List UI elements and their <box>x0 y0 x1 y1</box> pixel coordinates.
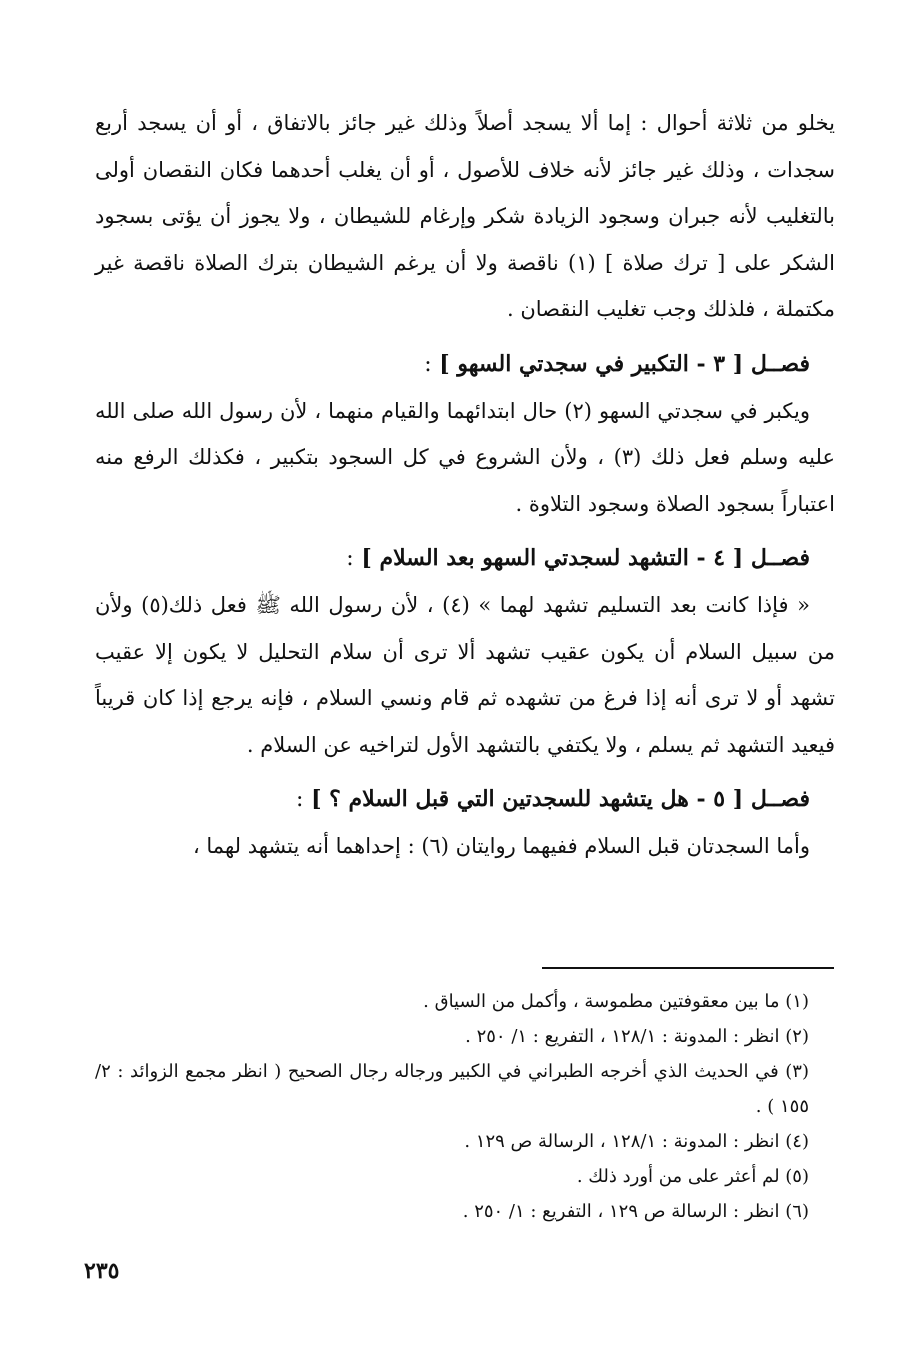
section-suffix: : <box>424 351 432 377</box>
footnote-2: (٢) انظر : المدونة : ١٢٨/١ ، التفريع : ١/ ٢٥٠ . <box>465 1026 809 1047</box>
section-heading-4 <box>95 535 835 582</box>
section-suffix: : <box>346 546 354 571</box>
footnotes <box>95 984 809 1229</box>
section-suffix: : <box>296 787 304 812</box>
section-title: [ ٤ - التشهد لسجدتي السهو بعد السلام ] <box>361 545 744 571</box>
section-heading-5 <box>95 776 835 823</box>
section-label: فصــل <box>750 786 810 812</box>
footnote-1: (١) ما بين معقوفتين مطموسة ، وأكمل من السياق . <box>423 991 809 1012</box>
paragraph-1: يخلو من ثلاثة أحوال : إما ألا يسجد أصلاً وذلك غير جائز بالاتفاق ، أو أن يسجد أربع سجدات ، وذلك غير جائز لأنه خلاف للأصول ، أو أن يغلب أحدهما فكان النقصان أولى بالتغليب لأنه جبران وسجود الزيادة شكر وإرغام للشيطان ، ولا يجوز أن يؤتى بسجود الشكر على [ ترك صلاة ] (١) ناقصة ولا أن يرغم الشيطان بترك الصلاة ناقصة غير مكتملة ، فلذلك وجب تغليب النقصان . <box>95 111 835 321</box>
paragraph-3: « فإذا كانت بعد التسليم تشهد لهما » (٤) ، لأن رسول الله ﷺ فعل ذلك(٥) ولأن من سبيل السلام أن يكون عقيب تشهد ألا ترى أن سلام التحليل لا يكون إلا عقيب تشهد أو لا ترى أنه إذا فرغ من تشهده ثم قام ونسي السلام ، فإنه يرجع إذا كان قريباً فيعيد التشهد ثم يسلم ، ولا يكتفي بالتشهد الأول لتراخيه عن السلام . <box>95 593 835 757</box>
section-label: فصــل <box>750 350 810 377</box>
section-title: [ ٣ - التكبير في سجدتي السهو ] <box>439 350 744 377</box>
section-heading-3 <box>95 341 835 388</box>
paragraph-4: وأما السجدتان قبل السلام ففيهما روايتان (٦) : إحداهما أنه يتشهد لهما ، <box>192 834 810 858</box>
page-number: ٢٣٥ <box>84 1258 120 1284</box>
section-label: فصــل <box>750 545 810 571</box>
footnote-4: (٤) انظر : المدونة : ١٢٨/١ ، الرسالة ص ١٢٩ . <box>464 1131 809 1152</box>
page-body <box>95 100 835 870</box>
footnote-5: (٥) لم أعثر على من أورد ذلك . <box>576 1166 809 1187</box>
section-title: [ ٥ - هل يتشهد للسجدتين التي قبل السلام ؟ ] <box>311 786 744 812</box>
footnote-divider <box>542 967 834 969</box>
footnote-6: (٦) انظر : الرسالة ص ١٢٩ ، التفريع : ١/ ٢٥٠ . <box>462 1201 809 1222</box>
footnote-3: (٣) في الحديث الذي أخرجه الطبراني في الكبير ورجاله رجال الصحيح ( انظر مجمع الزوائد : ٢/ ١٥٥ ) . <box>95 1061 809 1117</box>
paragraph-2: ويكبر في سجدتي السهو (٢) حال ابتدائهما والقيام منهما ، لأن رسول الله صلى الله عليه وسلم فعل ذلك (٣) ، ولأن الشروع في كل السجود بتكبير ، فكذلك الرفع منه اعتباراً بسجود الصلاة وسجود التلاوة . <box>95 398 835 516</box>
